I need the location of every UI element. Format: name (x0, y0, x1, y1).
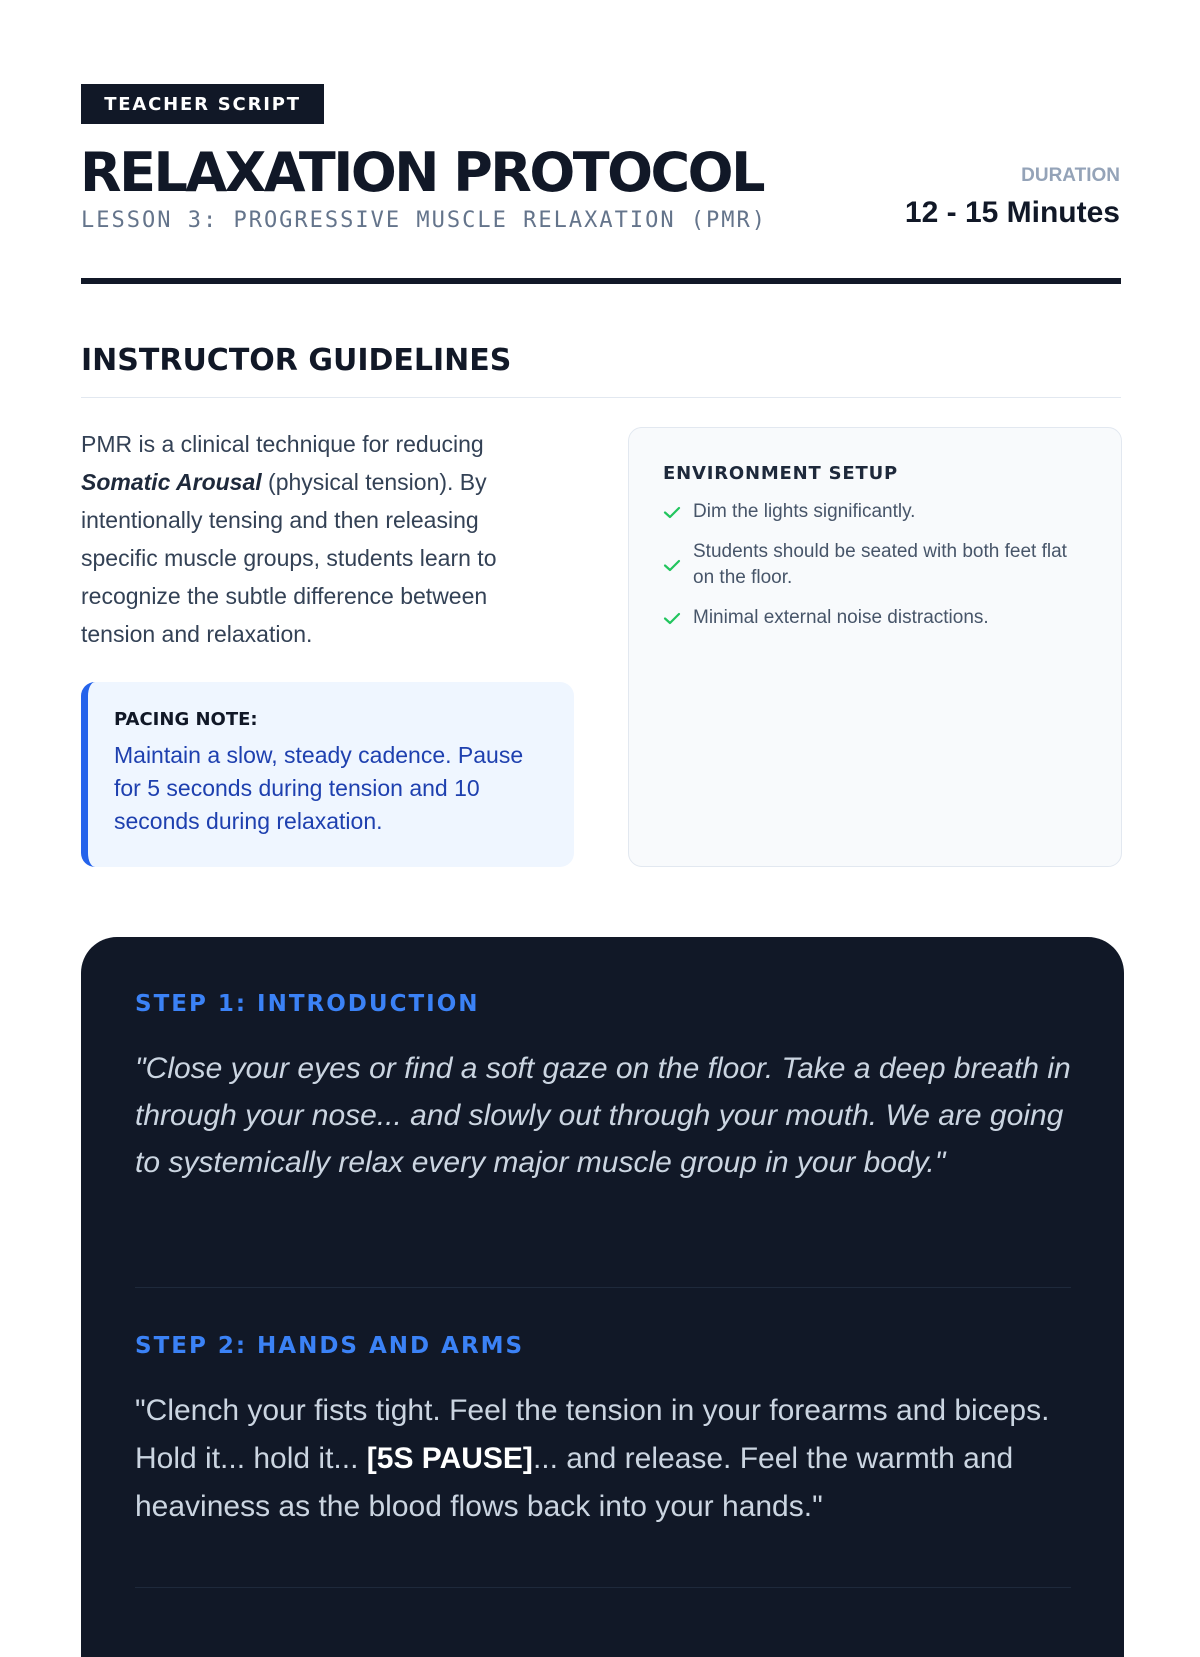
step-1 (135, 989, 1075, 1186)
check-icon (663, 552, 693, 578)
script-panel (81, 937, 1124, 1657)
pacing-note-callout (81, 682, 574, 867)
list-item (663, 605, 1089, 631)
environment-setup-heading: ENVIRONMENT SETUP (663, 463, 898, 484)
step-1-script: "Close your eyes or find a soft gaze on the floor. Take a deep breath in through your nose... and slowly out through your mouth. We are going to systemically relax every major muscle group in your body." (135, 1052, 1071, 1179)
page-title: RELAXATION PROTOCOL (80, 141, 763, 204)
pacing-note-text: Maintain a slow, steady cadence. Pause for 5 seconds during tension and 10 seconds during relaxation. (114, 742, 524, 834)
duration-label: DURATION (1021, 165, 1120, 186)
check-icon (663, 605, 693, 631)
environment-item-text: Students should be seated with both feet flat on the floor. (693, 541, 1067, 588)
environment-setup-card (628, 427, 1122, 867)
somatic-arousal-term: Somatic Arousal (81, 469, 262, 495)
environment-checklist (663, 499, 1089, 631)
environment-item-text: Dim the lights significantly. (693, 501, 916, 522)
step-1-title: STEP 1: INTRODUCTION (135, 991, 480, 1017)
list-item (663, 539, 1089, 591)
step-2-script (135, 1387, 1075, 1531)
duration-value: 12 - 15 Minutes (904, 196, 1120, 229)
intro-text-end: (physical tension). By intentionally tensing and then releasing specific muscle groups, students learn to recognize the subtle difference between tension and relaxation. (81, 469, 497, 647)
pacing-note-label: PACING NOTE: (114, 709, 258, 730)
teacher-script-badge: TEACHER SCRIPT (81, 84, 324, 124)
intro-text-start: PMR is a clinical technique for reducing (81, 431, 484, 457)
lesson-subtitle: LESSON 3: PROGRESSIVE MUSCLE RELAXATION (PMR) (81, 208, 768, 233)
header-divider (81, 278, 1121, 284)
instructor-guidelines-heading: INSTRUCTOR GUIDELINES (81, 343, 512, 378)
step-2-text-end: ... and release. Feel the warmth and heaviness as the blood flows back into your hands." (135, 1442, 1014, 1523)
list-item (663, 499, 1089, 525)
section-divider (81, 397, 1121, 398)
step-2 (135, 1331, 1075, 1531)
environment-item-text: Minimal external noise distractions. (693, 607, 989, 628)
check-icon (663, 499, 693, 525)
step-2-text-start: "Clench your fists tight. Feel the tension in your forearms and biceps. Hold it... hold it... (135, 1394, 1050, 1475)
pause-marker: [5S PAUSE] (366, 1442, 533, 1475)
step-divider (135, 1287, 1071, 1288)
step-2-title: STEP 2: HANDS AND ARMS (135, 1333, 525, 1359)
step-divider (135, 1587, 1071, 1588)
guidelines-intro (81, 425, 561, 653)
